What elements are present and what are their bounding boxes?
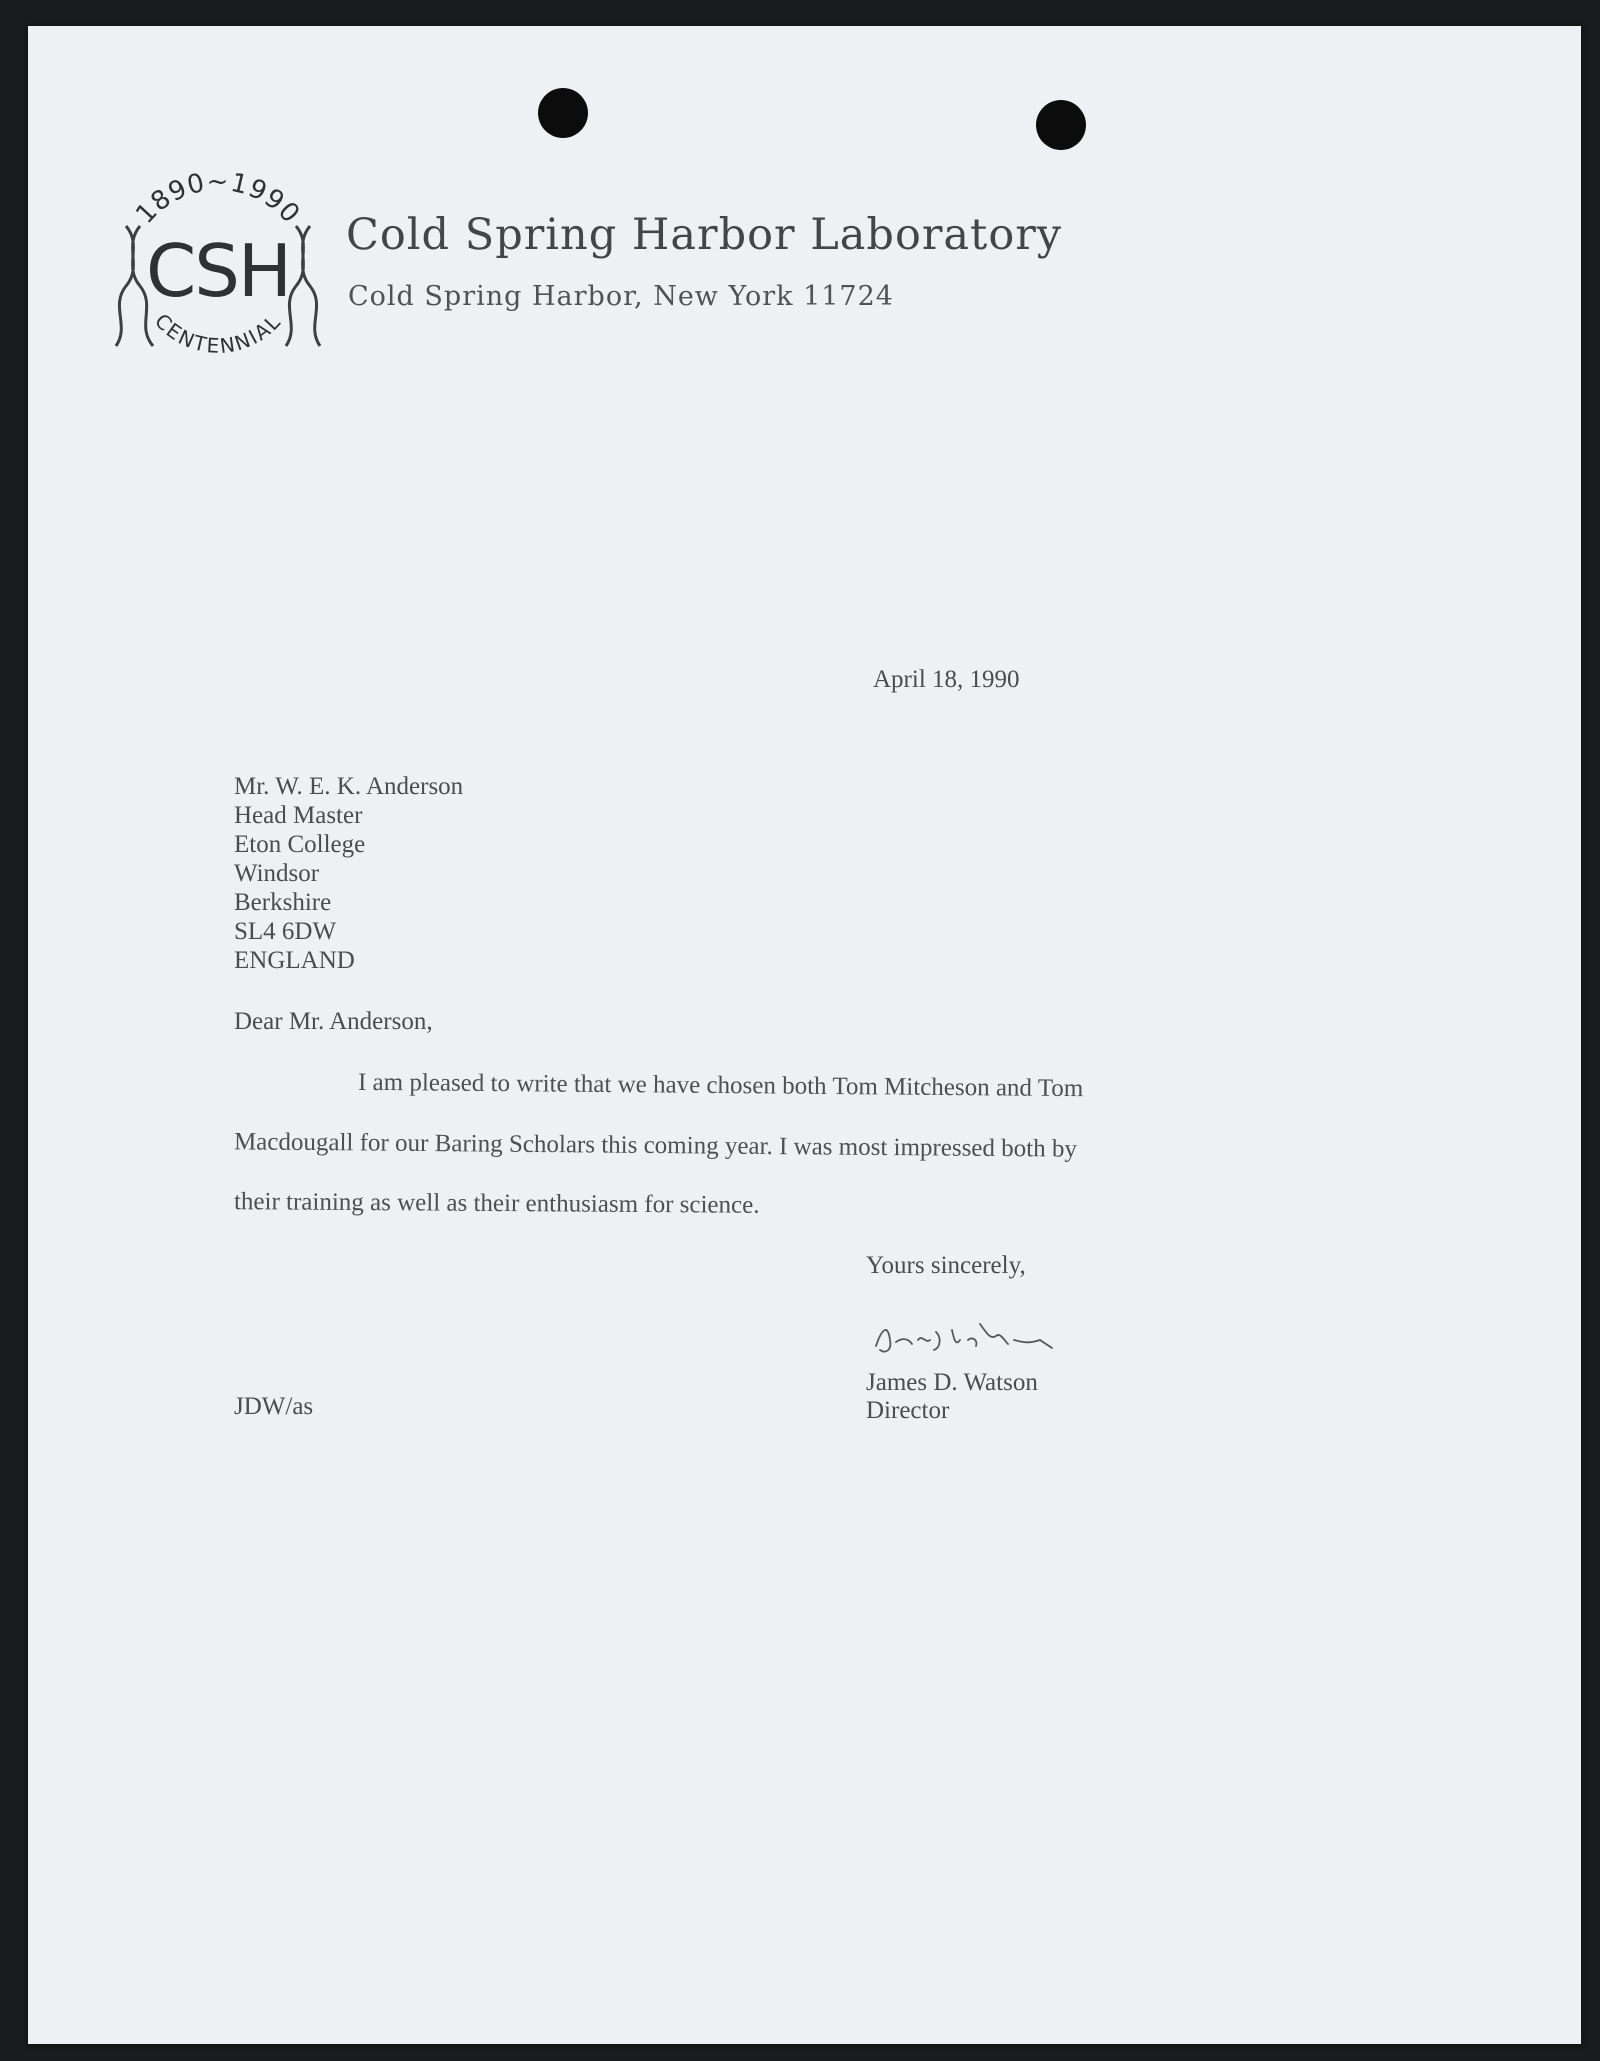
- recipient-address: [234, 772, 463, 975]
- punch-hole-left: [538, 88, 588, 138]
- punch-hole-right: [1036, 100, 1086, 150]
- svg-text:CENTENNIAL: [150, 309, 286, 358]
- seal-monogram: CSH: [145, 229, 291, 313]
- salutation: Dear Mr. Anderson,: [234, 1008, 433, 1035]
- recipient-line: Windsor: [234, 860, 320, 887]
- letter-page: [28, 26, 1581, 2044]
- signer-name: James D. Watson: [866, 1369, 1038, 1396]
- recipient-line: ENGLAND: [234, 947, 355, 974]
- letterhead-address: Cold Spring Harbor, New York 11724: [348, 281, 894, 312]
- recipient-line: Mr. W. E. K. Anderson: [234, 773, 464, 800]
- body-line: Macdougall for our Baring Scholars this coming year. I was most impressed both by: [233, 1128, 1078, 1163]
- body-line: their training as well as their enthusiasm for science.: [233, 1188, 760, 1219]
- svg-text:1890~1990: [130, 167, 306, 230]
- body-line: I am pleased to write that we have chosen both Tom Mitcheson and Tom: [357, 1068, 1084, 1103]
- signer-title: Director: [866, 1397, 950, 1424]
- letterhead-name: Cold Spring Harbor Laboratory: [346, 210, 1063, 260]
- seal-word: CENTENNIAL: [149, 308, 286, 359]
- closing: Yours sincerely,: [866, 1252, 1026, 1279]
- centennial-seal-logo: [98, 146, 338, 386]
- recipient-line: Head Master: [234, 802, 363, 829]
- handwritten-signature: [868, 1310, 1058, 1365]
- recipient-line: Berkshire: [234, 889, 332, 916]
- seal-years: 1890~1990: [130, 167, 306, 230]
- letter-date: April 18, 1990: [873, 666, 1020, 693]
- recipient-line: Eton College: [234, 831, 366, 858]
- reference-initials: JDW/as: [234, 1393, 314, 1420]
- recipient-line: SL4 6DW: [234, 918, 337, 945]
